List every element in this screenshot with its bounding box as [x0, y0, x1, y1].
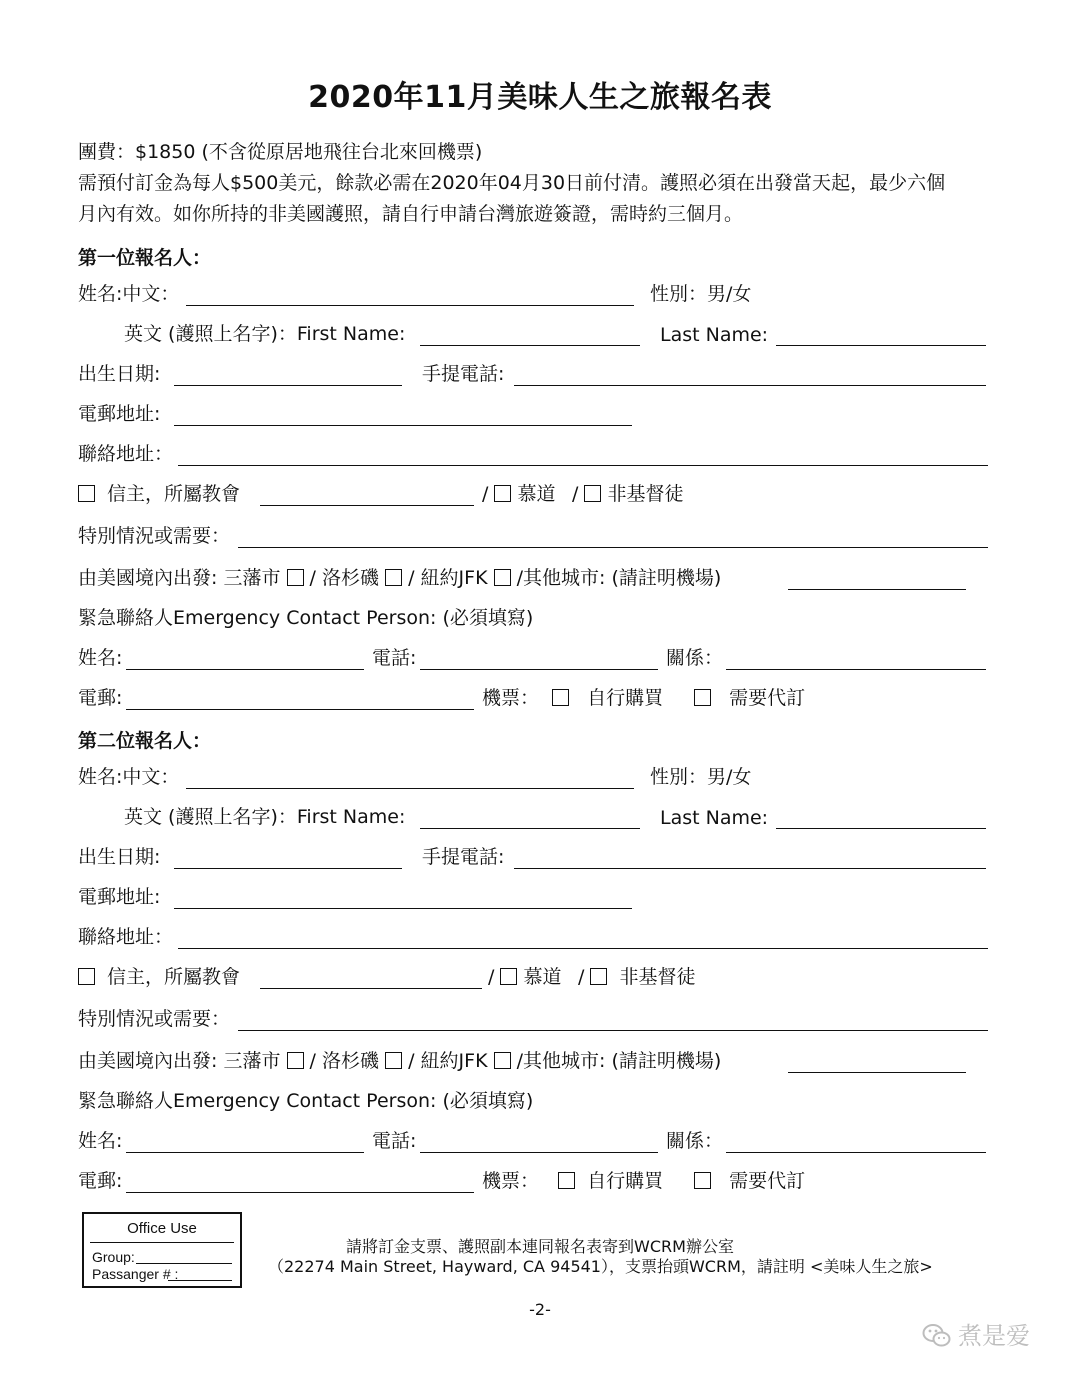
- address-field[interactable]: [178, 465, 988, 466]
- name-cn-label: 姓名:中文：: [78, 283, 180, 305]
- ticket-book-checkbox[interactable]: [694, 1172, 711, 1189]
- ec-relation-field[interactable]: [726, 1152, 986, 1153]
- believer-label: 信主，所屬教會: [107, 483, 241, 505]
- address-field[interactable]: [178, 948, 988, 949]
- dob-label: 出生日期:: [78, 363, 161, 385]
- city-sf-label: 三藩市: [223, 567, 281, 589]
- email-field[interactable]: [174, 908, 632, 909]
- ec-phone-label: 電話:: [372, 1130, 417, 1152]
- non-christian-checkbox[interactable]: [584, 485, 601, 502]
- email-label: 電郵地址:: [78, 403, 161, 425]
- ticket-book-option: [694, 1166, 805, 1193]
- believer-checkbox[interactable]: [78, 485, 95, 502]
- ticket-book-checkbox[interactable]: [694, 689, 711, 706]
- mobile-label: 手提電話:: [422, 846, 505, 868]
- seeker-option: / 慕道: [482, 483, 556, 505]
- other-city-field[interactable]: [788, 589, 966, 590]
- address-label: 聯絡地址：: [78, 443, 174, 465]
- person2-emergency-row: [78, 1087, 990, 1117]
- special-label: 特別情況或需要：: [78, 1008, 231, 1030]
- believer-label: 信主，所屬教會: [107, 966, 241, 988]
- wechat-icon: [922, 1323, 952, 1349]
- person1-faith-row: [78, 480, 990, 510]
- mobile-label: 手提電話:: [422, 363, 505, 385]
- person1-ec-email-row: [78, 684, 990, 714]
- ec-email-label: 電郵:: [78, 687, 123, 709]
- depart-options: 由美國境內出發: 三藩市 / 洛杉磯 / 紐約JFK /其他城市: (請註明機場): [78, 1050, 722, 1072]
- ec-name-field[interactable]: [126, 669, 364, 670]
- city-sf-checkbox[interactable]: [287, 1052, 304, 1069]
- first-name-label: 英文 (護照上名字)：First Name:: [124, 323, 406, 345]
- person1-depart-row: [78, 564, 990, 594]
- person2-email-row: [78, 883, 990, 913]
- ec-phone-field[interactable]: [420, 1152, 658, 1153]
- person2-address-row: [78, 923, 990, 953]
- ec-name-field[interactable]: [126, 1152, 364, 1153]
- name-cn-field[interactable]: [186, 788, 634, 789]
- person1-ec-row: [78, 644, 990, 674]
- email-label: 電郵地址:: [78, 886, 161, 908]
- watermark: [922, 1316, 1030, 1351]
- form-title: 2020年11月美味人生之旅報名表: [308, 80, 772, 115]
- ticket-self-option: [558, 1166, 663, 1193]
- person1-email-row: [78, 400, 990, 430]
- fee-text: 團費：$1850 (不含從原居地飛往台北來回機票): [78, 141, 483, 163]
- dob-field[interactable]: [174, 385, 402, 386]
- ec-phone-field[interactable]: [420, 669, 658, 670]
- ticket-book-option: [694, 683, 805, 710]
- city-ny-label: 紐約JFK: [420, 567, 488, 589]
- ec-email-field[interactable]: [126, 709, 474, 710]
- ec-relation-label: 關係：: [666, 1130, 724, 1152]
- ticket-label: 機票：: [482, 687, 540, 709]
- depart-options: 由美國境內出發: 三藩市 / 洛杉磯 / 紐約JFK /其他城市: (請註明機場): [78, 567, 722, 589]
- city-other-label: 其他城市: (請註明機場): [523, 1050, 722, 1072]
- ec-email-label: 電郵:: [78, 1170, 123, 1192]
- seeker-label: 慕道: [523, 966, 562, 988]
- person2-name-en-row: [78, 803, 990, 833]
- city-la-label: 洛杉磯: [322, 1050, 380, 1072]
- non-christian-label: 非基督徒: [607, 483, 684, 505]
- ec-relation-label: 關係：: [666, 647, 724, 669]
- passenger-label: Passanger # :: [92, 1266, 179, 1282]
- believer-option: [78, 962, 240, 989]
- ticket-self-label: 自行購買: [587, 1170, 664, 1192]
- mobile-field[interactable]: [514, 385, 986, 386]
- person2-dob-row: [78, 843, 990, 873]
- person1-dob-row: [78, 360, 990, 390]
- person1-special-row: [78, 522, 990, 552]
- ec-relation-field[interactable]: [726, 669, 986, 670]
- city-la-checkbox[interactable]: [385, 1052, 402, 1069]
- page-number: -2-: [529, 1300, 551, 1319]
- office-use-box: [82, 1212, 242, 1288]
- last-name-field[interactable]: [776, 828, 986, 829]
- mailing-address: （22274 Main Street, Hayward, CA 94541），支票抬頭WCRM，請註明 <美味人生之旅>: [268, 1257, 933, 1276]
- non-christian-checkbox[interactable]: [590, 968, 607, 985]
- group-label: Group:: [92, 1249, 135, 1265]
- church-field[interactable]: [260, 505, 474, 506]
- person1-heading: 第一位報名人：: [78, 247, 212, 269]
- first-name-field[interactable]: [420, 828, 640, 829]
- last-name-field[interactable]: [776, 345, 986, 346]
- dob-field[interactable]: [174, 868, 402, 869]
- person2-ec-email-row: [78, 1167, 990, 1197]
- city-la-checkbox[interactable]: [385, 569, 402, 586]
- ticket-self-checkbox[interactable]: [552, 689, 569, 706]
- ec-phone-label: 電話:: [372, 647, 417, 669]
- ticket-self-label: 自行購買: [587, 687, 664, 709]
- other-city-field[interactable]: [788, 1072, 966, 1073]
- passenger-field[interactable]: [168, 1280, 232, 1281]
- ticket-book-label: 需要代訂: [729, 1170, 806, 1192]
- ticket-book-label: 需要代訂: [729, 687, 806, 709]
- city-ny-label: 紐約JFK: [420, 1050, 488, 1072]
- person1-emergency-row: [78, 604, 990, 634]
- city-other-label: 其他城市: (請註明機場): [523, 567, 722, 589]
- person2-special-row: [78, 1005, 990, 1035]
- city-ny-checkbox[interactable]: [494, 569, 511, 586]
- group-field[interactable]: [136, 1263, 232, 1264]
- last-name-label: Last Name:: [660, 324, 769, 346]
- gender-label: 性別：男/女: [650, 766, 752, 788]
- mailing-instruction: 請將訂金支票、護照副本連同報名表寄到WCRM辦公室: [346, 1237, 734, 1256]
- ticket-self-checkbox[interactable]: [558, 1172, 575, 1189]
- ticket-self-option: [552, 683, 663, 710]
- person1-name-cn-row: [78, 280, 990, 310]
- depart-label: 由美國境內出發:: [78, 567, 224, 589]
- special-field[interactable]: [238, 547, 988, 548]
- person2-ec-row: [78, 1127, 990, 1157]
- special-field[interactable]: [238, 1030, 988, 1031]
- passport-text: 月內有效。如你所持的非美國護照，請自行申請台灣旅遊簽證，需時約三個月。: [78, 203, 744, 225]
- believer-option: [78, 479, 240, 506]
- person1-address-row: [78, 440, 990, 470]
- mobile-field[interactable]: [514, 868, 986, 869]
- address-label: 聯絡地址：: [78, 926, 174, 948]
- seeker-label: 慕道: [517, 483, 556, 505]
- first-name-label: 英文 (護照上名字)：First Name:: [124, 806, 406, 828]
- watermark-text: 煮是爱: [958, 1322, 1030, 1350]
- name-cn-label: 姓名:中文：: [78, 766, 180, 788]
- depart-label: 由美國境內出發:: [78, 1050, 224, 1072]
- first-name-field[interactable]: [420, 345, 640, 346]
- ticket-label: 機票：: [482, 1170, 540, 1192]
- dob-label: 出生日期:: [78, 846, 161, 868]
- office-use-title: Office Use: [127, 1220, 197, 1237]
- last-name-label: Last Name:: [660, 807, 769, 829]
- ec-name-label: 姓名:: [78, 647, 123, 669]
- person2-heading: 第二位報名人：: [78, 730, 212, 752]
- office-use-divider: [90, 1242, 234, 1243]
- deposit-text: 需預付訂金為每人$500美元，餘款必需在2020年04月30日前付清。護照必須在出發當天起，最少六個: [78, 172, 946, 194]
- emergency-heading: 緊急聯絡人Emergency Contact Person: (必須填寫): [78, 1090, 534, 1112]
- person2-name-cn-row: [78, 763, 990, 793]
- ec-email-field[interactable]: [126, 1192, 474, 1193]
- believer-checkbox[interactable]: [78, 968, 95, 985]
- person2-depart-row: [78, 1047, 990, 1077]
- person2-faith-row: [78, 963, 990, 993]
- seeker-option: / 慕道: [488, 966, 562, 988]
- email-field[interactable]: [174, 425, 632, 426]
- city-sf-label: 三藩市: [223, 1050, 281, 1072]
- emergency-heading: 緊急聯絡人Emergency Contact Person: (必須填寫): [78, 607, 534, 629]
- church-field[interactable]: [260, 988, 482, 989]
- special-label: 特別情況或需要：: [78, 525, 231, 547]
- person1-name-en-row: [78, 320, 990, 350]
- seeker-checkbox[interactable]: [500, 968, 517, 985]
- city-sf-checkbox[interactable]: [287, 569, 304, 586]
- gender-label: 性別：男/女: [650, 283, 752, 305]
- non-christian-option: / 非基督徒: [572, 483, 684, 505]
- name-cn-field[interactable]: [186, 305, 634, 306]
- seeker-checkbox[interactable]: [494, 485, 511, 502]
- ec-name-label: 姓名:: [78, 1130, 123, 1152]
- non-christian-option: / 非基督徒: [578, 966, 696, 988]
- non-christian-label: 非基督徒: [619, 966, 696, 988]
- city-ny-checkbox[interactable]: [494, 1052, 511, 1069]
- city-la-label: 洛杉磯: [322, 567, 380, 589]
